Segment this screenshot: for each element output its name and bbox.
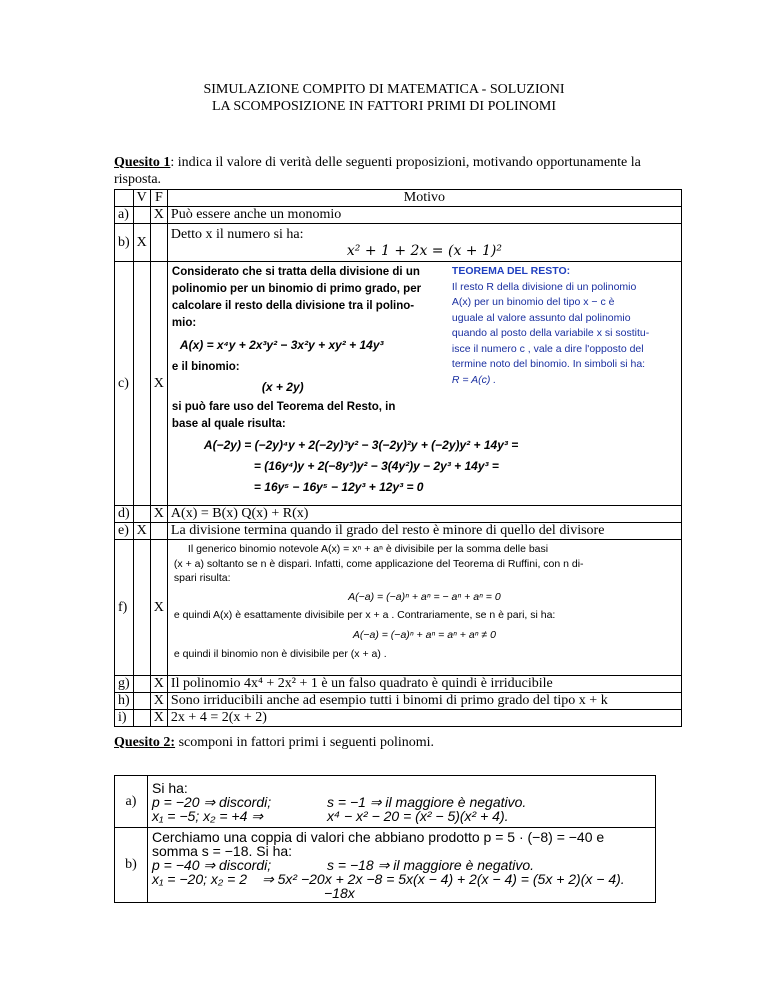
q2-text: x₁ = −20; x₂ = 2 bbox=[152, 871, 247, 887]
f-text: Il generico binomio notevole A(x) = xⁿ + aⁿ è divisibile per la somma delle basi bbox=[187, 543, 549, 555]
row-v: X bbox=[133, 224, 150, 262]
theorem-text: isce il numero c , vale a dire l'opposto del bbox=[451, 342, 644, 355]
row-label: b) bbox=[115, 828, 148, 903]
calc-line: = 16y⁵ − 16y⁵ − 12y³ + 12y³ = 0 bbox=[253, 480, 424, 494]
row-v bbox=[133, 710, 150, 727]
f-text: spari risulta: bbox=[173, 572, 231, 584]
table-row bbox=[115, 676, 682, 693]
row-label: f) bbox=[115, 540, 134, 676]
row-f: X bbox=[150, 506, 167, 523]
quesito-2-text: scomponi in fattori primi i seguenti polinomi. bbox=[175, 735, 435, 750]
row-v bbox=[133, 676, 150, 693]
truth-table bbox=[114, 189, 682, 727]
row-label: d) bbox=[115, 506, 134, 523]
row-label: a) bbox=[115, 207, 134, 224]
table-row bbox=[115, 540, 682, 676]
q2-text: p = −40 ⇒ discordi; bbox=[152, 857, 272, 873]
f-equation: A(−a) = (−a)ⁿ + aⁿ = − aⁿ + aⁿ = 0 bbox=[348, 590, 501, 603]
row-label: h) bbox=[115, 693, 134, 710]
quesito-1-label: Quesito 1 bbox=[114, 155, 171, 170]
page-subtitle: LA SCOMPOSIZIONE IN FATTORI PRIMI DI POLINOMI bbox=[211, 99, 557, 114]
q2-text: −18x bbox=[324, 885, 355, 901]
q2-text: ⇒ 5x² −20x + 2x −8 = 5x(x − 4) + 2(x − 4) = (5x + 2)(x − 4). bbox=[262, 871, 625, 887]
page-title: SIMULAZIONE COMPITO DI MATEMATICA - SOLUZIONI bbox=[203, 82, 565, 97]
row-label: a) bbox=[115, 776, 148, 828]
c-text: e il binomio: bbox=[171, 361, 240, 373]
q2-a-box bbox=[148, 776, 656, 828]
row-motivo: Il polinomio 4x⁴ + 2x² + 1 è un falso quadrato è quindi è irriducibile bbox=[167, 676, 681, 693]
c-polynomial: A(x) = x⁴y + 2x³y² − 3x²y + xy² + 14y³ bbox=[179, 338, 384, 352]
row-motivo bbox=[167, 224, 681, 262]
row-f bbox=[150, 523, 167, 540]
table-row bbox=[115, 207, 682, 224]
f-text: e quindi il binomio non è divisibile per (x + a) . bbox=[173, 648, 387, 660]
q2-text: p = −20 ⇒ discordi; bbox=[152, 793, 272, 810]
row-v bbox=[133, 506, 150, 523]
table-row bbox=[115, 523, 682, 540]
f-equation: A(−a) = (−a)ⁿ + aⁿ = aⁿ + aⁿ ≠ 0 bbox=[352, 628, 496, 641]
row-v bbox=[133, 540, 150, 676]
f-text: e quindi A(x) è esattamente divisibile per x + a . Contrariamente, se n è pari, si ha: bbox=[173, 609, 556, 621]
table-row bbox=[115, 262, 682, 506]
header-f: F bbox=[150, 190, 167, 207]
c-text: mio: bbox=[171, 317, 197, 329]
table-row bbox=[115, 828, 656, 903]
row-motivo: La divisione termina quando il grado del resto è minore di quello del divisore bbox=[167, 523, 681, 540]
q2-text: x⁴ − x² − 20 = (x² − 5)(x² + 4). bbox=[327, 807, 509, 824]
quesito-1-intro bbox=[114, 154, 656, 188]
table-row bbox=[115, 776, 656, 828]
row-motivo: A(x) = B(x) Q(x) + R(x) bbox=[167, 506, 681, 523]
calc-line: = (16y⁴)y + 2(−8y³)y² − 3(4y²)y − 2y³ + 14y³ = bbox=[253, 459, 499, 473]
row-label: c) bbox=[115, 262, 134, 506]
table-row bbox=[115, 693, 682, 710]
table-row bbox=[115, 506, 682, 523]
c-text: Considerato che si tratta della divisione di un bbox=[171, 266, 420, 278]
motivo-line: Detto x il numero si ha: bbox=[170, 226, 304, 242]
row-f: X bbox=[150, 540, 167, 676]
q2-text: s = −18 ⇒ il maggiore è negativo. bbox=[327, 857, 535, 873]
c-binomio: (x + 2y) bbox=[261, 380, 304, 394]
row-v bbox=[133, 262, 150, 506]
theorem-box bbox=[167, 262, 681, 506]
theorem-text: quando al posto della variabile x si sostitu- bbox=[451, 327, 650, 339]
row-motivo: Può essere anche un monomio bbox=[167, 207, 681, 224]
q2-text: x₁ = −5; x₂ = +4 ⇒ bbox=[152, 807, 263, 824]
header-v: V bbox=[133, 190, 150, 207]
row-f: X bbox=[150, 710, 167, 727]
row-label: g) bbox=[115, 676, 134, 693]
theorem-title: TEOREMA DEL RESTO: bbox=[451, 265, 571, 277]
table-row bbox=[115, 710, 682, 727]
row-f: X bbox=[150, 676, 167, 693]
row-f: X bbox=[150, 207, 167, 224]
factorization-table bbox=[114, 775, 656, 903]
table-row bbox=[115, 224, 682, 262]
table-header bbox=[115, 190, 682, 207]
q2-b-box bbox=[148, 828, 656, 903]
motivo-formula: x² + 1 + 2x = (x + 1)² bbox=[346, 242, 502, 259]
row-f: X bbox=[150, 262, 167, 506]
theorem-formula: R = A(c) . bbox=[451, 373, 497, 386]
row-v bbox=[133, 693, 150, 710]
quesito-2-intro bbox=[114, 734, 656, 751]
q2-text: s = −1 ⇒ il maggiore è negativo. bbox=[327, 793, 527, 810]
theorem-text: uguale al valore assunto dal polinomio bbox=[451, 311, 631, 324]
quesito-2-label: Quesito 2: bbox=[114, 735, 176, 750]
row-f bbox=[150, 224, 167, 262]
c-text: polinomio per un binomio di primo grado, per bbox=[171, 283, 422, 295]
calc-line: A(−2y) = (−2y)⁴y + 2(−2y)³y² − 3(−2y)²y + (−2y)y² + 14y³ = bbox=[203, 438, 519, 452]
header-motivo: Motivo bbox=[167, 190, 681, 207]
c-text: base al quale risulta: bbox=[171, 418, 286, 430]
ruffini-box bbox=[167, 540, 681, 676]
theorem-text: Il resto R della divisione di un polinomio bbox=[451, 280, 637, 293]
row-f: X bbox=[150, 693, 167, 710]
header-label-cell bbox=[115, 190, 134, 207]
row-label: e) bbox=[115, 523, 134, 540]
row-motivo: 2x + 4 = 2(x + 2) bbox=[167, 710, 681, 727]
theorem-text: termine noto del binomio. In simboli si ha: bbox=[451, 358, 646, 370]
quesito-1-text: : indica il valore di verità delle seguenti proposizioni, motivando opportunamente la risposta. bbox=[114, 155, 641, 187]
row-label: i) bbox=[115, 710, 134, 727]
row-label: b) bbox=[115, 224, 134, 262]
row-v bbox=[133, 207, 150, 224]
row-v: X bbox=[133, 523, 150, 540]
c-text: calcolare il resto della divisione tra il polino- bbox=[171, 300, 415, 312]
c-text: si può fare uso del Teorema del Resto, in bbox=[171, 401, 396, 413]
f-text: (x + a) soltanto se n è dispari. Infatti, come applicazione del Teorema di Ruffini, con n di- bbox=[173, 557, 584, 570]
row-motivo: Sono irriducibili anche ad esempio tutti i binomi di primo grado del tipo x + k bbox=[167, 693, 681, 710]
q2-text: Cerchiamo una coppia di valori che abbiano prodotto p = 5 · (−8) = −40 e somma s = −18. Si ha: bbox=[152, 829, 605, 859]
q2-text: Si ha: bbox=[152, 779, 188, 796]
theorem-text: A(x) per un binomio del tipo x − c è bbox=[451, 296, 615, 308]
